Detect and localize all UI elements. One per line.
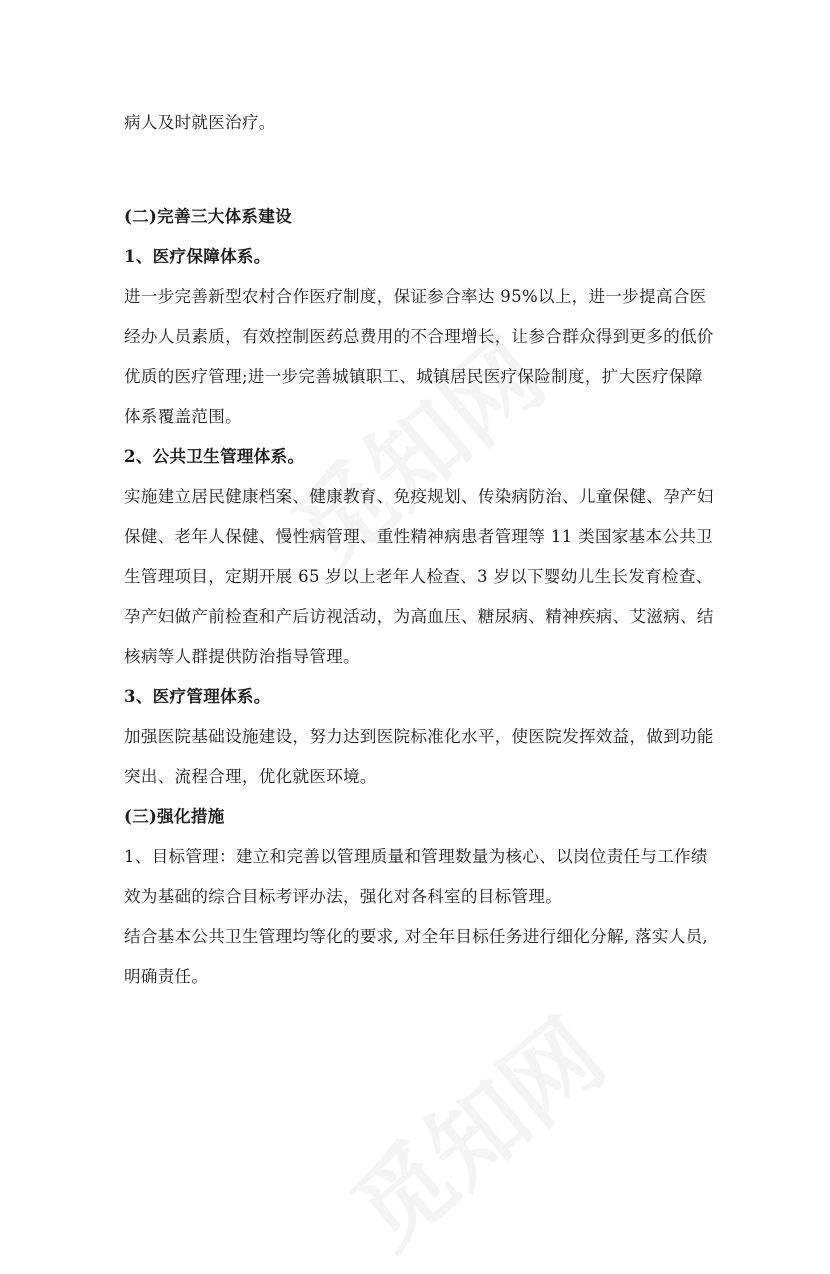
subsection-heading: 2、公共卫生管理体系。 <box>124 447 305 466</box>
subsection-heading: 1、医疗保障体系。 <box>124 247 271 266</box>
paragraph-line: 保健、老年人保健、慢性病管理、重性精神病患者管理等 11 类国家基本公共卫 <box>124 527 713 546</box>
paragraph-line: 核病等人群提供防治指导管理。 <box>124 647 360 666</box>
paragraph-line: 结合基本公共卫生管理均等化的要求, 对全年目标任务进行细化分解, 落实人员, <box>124 927 709 946</box>
paragraph-line: 生管理项目，定期开展 65 岁以上老年人检查、3 岁以下婴幼儿生长发育检查、 <box>124 567 713 586</box>
paragraph-line: 孕产妇做产前检查和产后访视活动，为高血压、糖尿病、精神疾病、艾滋病、结 <box>124 607 714 626</box>
paragraph-line: 明确责任。 <box>124 967 209 986</box>
watermark <box>320 983 629 1273</box>
paragraph-line: 进一步完善新型农村合作医疗制度，保证参合率达 95%以上，进一步提高合医 <box>124 287 707 306</box>
section-heading: (三)强化措施 <box>124 807 225 826</box>
paragraph-line: 病人及时就医治疗。 <box>124 113 276 132</box>
paragraph-line: 效为基础的综合目标考评办法，强化对各科室的目标管理。 <box>124 887 563 906</box>
subsection-heading: 3、医疗管理体系。 <box>124 687 271 706</box>
paragraph-line: 实施建立居民健康档案、健康教育、免疫规划、传染病防治、儿童保健、孕产妇 <box>124 487 714 506</box>
paragraph-line: 体系覆盖范围。 <box>124 407 242 426</box>
section-heading: (二)完善三大体系建设 <box>124 207 292 226</box>
document-body <box>124 103 724 997</box>
paragraph-line: 优质的医疗管理;进一步完善城镇职工、城镇居民医疗保险制度，扩大医疗保障 <box>124 367 703 386</box>
paragraph-line: 加强医院基础设施建设，努力达到医院标准化水平，使医院发挥效益，做到功能 <box>124 727 714 746</box>
paragraph-line: 经办人员素质，有效控制医药总费用的不合理增长，让参合群众得到更多的低价 <box>124 327 714 346</box>
paragraph-line: 突出、流程合理，优化就医环境。 <box>124 767 377 786</box>
paragraph-line: 1、目标管理：建立和完善以管理质量和管理数量为核心、以岗位责任与工作绩 <box>124 847 708 866</box>
